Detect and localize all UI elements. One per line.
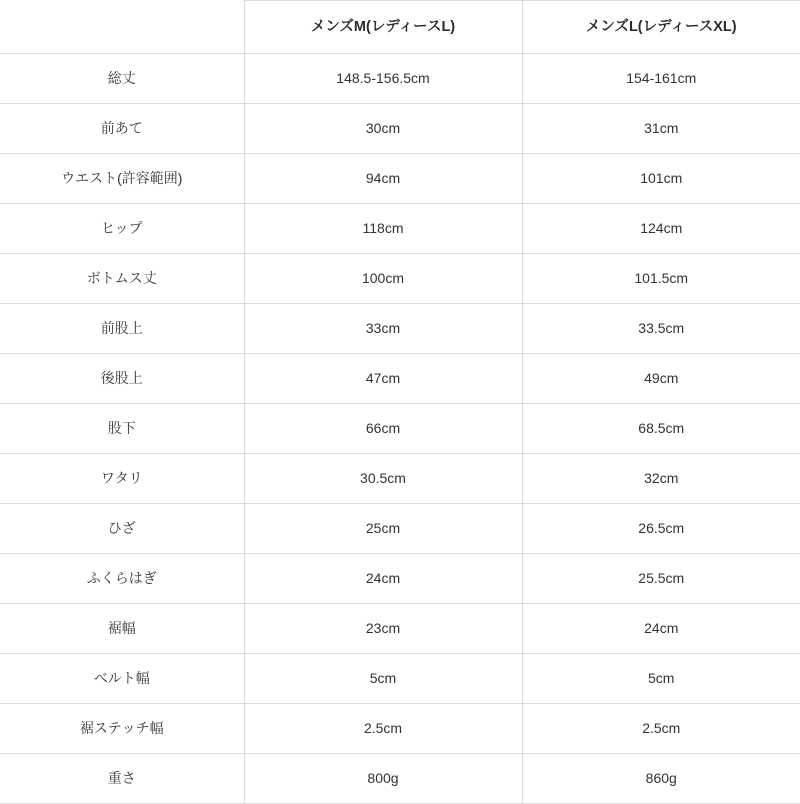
row-label: 股下 [0, 404, 244, 454]
cell-value: 101.5cm [522, 254, 800, 304]
cell-value: 33.5cm [522, 304, 800, 354]
cell-value: 800g [244, 754, 522, 804]
cell-value: 148.5-156.5cm [244, 54, 522, 104]
row-label: 裾ステッチ幅 [0, 704, 244, 754]
table-row [0, 554, 800, 604]
cell-value: 118cm [244, 204, 522, 254]
table-row [0, 104, 800, 154]
cell-value: 32cm [522, 454, 800, 504]
cell-value: 5cm [244, 654, 522, 704]
cell-value: 2.5cm [522, 704, 800, 754]
cell-value: 124cm [522, 204, 800, 254]
table-row [0, 454, 800, 504]
cell-value: 24cm [522, 604, 800, 654]
table-row [0, 404, 800, 454]
cell-value: 154-161cm [522, 54, 800, 104]
cell-value: 5cm [522, 654, 800, 704]
cell-value: 23cm [244, 604, 522, 654]
cell-value: 101cm [522, 154, 800, 204]
cell-value: 66cm [244, 404, 522, 454]
cell-value: 94cm [244, 154, 522, 204]
table-row [0, 304, 800, 354]
table-body [0, 54, 800, 804]
cell-value: 33cm [244, 304, 522, 354]
table-corner-cell [0, 1, 244, 54]
row-label: 後股上 [0, 354, 244, 404]
cell-value: 30cm [244, 104, 522, 154]
table-row [0, 54, 800, 104]
cell-value: 25.5cm [522, 554, 800, 604]
row-label: 前股上 [0, 304, 244, 354]
table-row [0, 604, 800, 654]
cell-value: 25cm [244, 504, 522, 554]
row-label: ふくらはぎ [0, 554, 244, 604]
row-label: 総丈 [0, 54, 244, 104]
row-label: ワタリ [0, 454, 244, 504]
cell-value: 24cm [244, 554, 522, 604]
cell-value: 31cm [522, 104, 800, 154]
cell-value: 100cm [244, 254, 522, 304]
row-label: ボトムス丈 [0, 254, 244, 304]
table-header [0, 1, 800, 54]
table-row [0, 154, 800, 204]
cell-value: 26.5cm [522, 504, 800, 554]
row-label: 重さ [0, 754, 244, 804]
table-row [0, 654, 800, 704]
column-header-mens-m: メンズM(レディースL) [244, 1, 522, 54]
row-label: ヒップ [0, 204, 244, 254]
row-label: ひざ [0, 504, 244, 554]
cell-value: 2.5cm [244, 704, 522, 754]
row-label: ウエスト(許容範囲) [0, 154, 244, 204]
table-row [0, 504, 800, 554]
header-row [0, 1, 800, 54]
row-label: 前あて [0, 104, 244, 154]
cell-value: 49cm [522, 354, 800, 404]
cell-value: 47cm [244, 354, 522, 404]
table-row [0, 354, 800, 404]
cell-value: 68.5cm [522, 404, 800, 454]
table-row [0, 754, 800, 804]
table-row [0, 254, 800, 304]
cell-value: 30.5cm [244, 454, 522, 504]
cell-value: 860g [522, 754, 800, 804]
row-label: ベルト幅 [0, 654, 244, 704]
table-row [0, 704, 800, 754]
column-header-mens-l: メンズL(レディースXL) [522, 1, 800, 54]
table-row [0, 204, 800, 254]
row-label: 裾幅 [0, 604, 244, 654]
